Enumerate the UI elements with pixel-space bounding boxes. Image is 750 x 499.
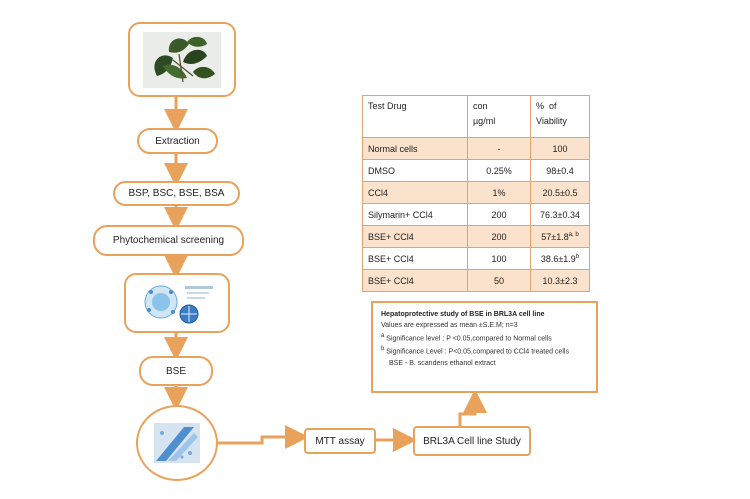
bse-label: BSE bbox=[165, 365, 186, 377]
note-line-2: $^a$ Significance level : P <0.05,compared to Normal cells bbox=[381, 333, 552, 343]
table-row: CCl4 1% 20.5±0.5 bbox=[363, 182, 590, 204]
header-concentration bbox=[468, 96, 531, 138]
results-note-box bbox=[371, 301, 598, 393]
viability-table bbox=[362, 95, 590, 292]
table-row: BSE+ CCl4 50 10.3±2.3 bbox=[363, 270, 590, 292]
phytochemical-screening-step bbox=[93, 225, 244, 256]
arrow-brl-to-note bbox=[460, 398, 475, 426]
mtt-assay-step bbox=[304, 428, 376, 454]
note-line-4: BSE - B. scandens ethanol extract bbox=[389, 359, 496, 367]
table-row: BSE+ CCl4 200 $57\pm 1.8^{a, b}$ bbox=[363, 226, 590, 248]
screening-image-node bbox=[124, 273, 230, 333]
screening-label: Phytochemical screening bbox=[112, 235, 225, 246]
header-viability bbox=[531, 96, 590, 138]
table-header-row bbox=[363, 96, 590, 138]
note-line-3: $^b$ Significance Level : P<0.05,compared to CCl4 treated cells bbox=[381, 346, 569, 356]
bse-step bbox=[139, 356, 213, 386]
note-line-1: Values are expressed as mean ±S.E.M; n=3 bbox=[381, 322, 518, 329]
arrow-culture-to-mtt bbox=[218, 437, 300, 443]
header-test-drug: Test Drug bbox=[363, 96, 468, 138]
plant-image-node bbox=[128, 22, 236, 97]
table-row: Normal cells - 100 bbox=[363, 138, 590, 160]
note-title: Hepatoprotective study of BSE in BRL3A cell line bbox=[381, 311, 545, 318]
cell-culture-image bbox=[154, 423, 200, 463]
brl3a-study-step bbox=[413, 426, 531, 456]
header-via: Viability bbox=[536, 116, 567, 126]
table-row: DMSO 0.25% 98±0.4 bbox=[363, 160, 590, 182]
extraction-step bbox=[137, 128, 218, 154]
header-con: con bbox=[473, 101, 488, 111]
table-row: BSE+ CCl4 100 38.6±1.9$^b$ bbox=[363, 248, 590, 270]
mtt-label: MTT assay bbox=[315, 435, 365, 447]
header-pct: % of bbox=[536, 101, 557, 111]
header-unit: µg/ml bbox=[473, 116, 496, 126]
fractions-label: BSP, BSC, BSE, BSA bbox=[128, 188, 225, 199]
phytochemical-screening-image bbox=[137, 280, 217, 326]
fractions-step bbox=[113, 181, 240, 206]
leaf-plant-image bbox=[143, 32, 221, 88]
table-row: Silymarin+ CCl4 200 76.3±0.34 bbox=[363, 204, 590, 226]
cell-culture-node bbox=[136, 405, 218, 481]
brl3a-label: BRL3A Cell line Study bbox=[423, 435, 521, 447]
extraction-label: Extraction bbox=[155, 135, 200, 147]
